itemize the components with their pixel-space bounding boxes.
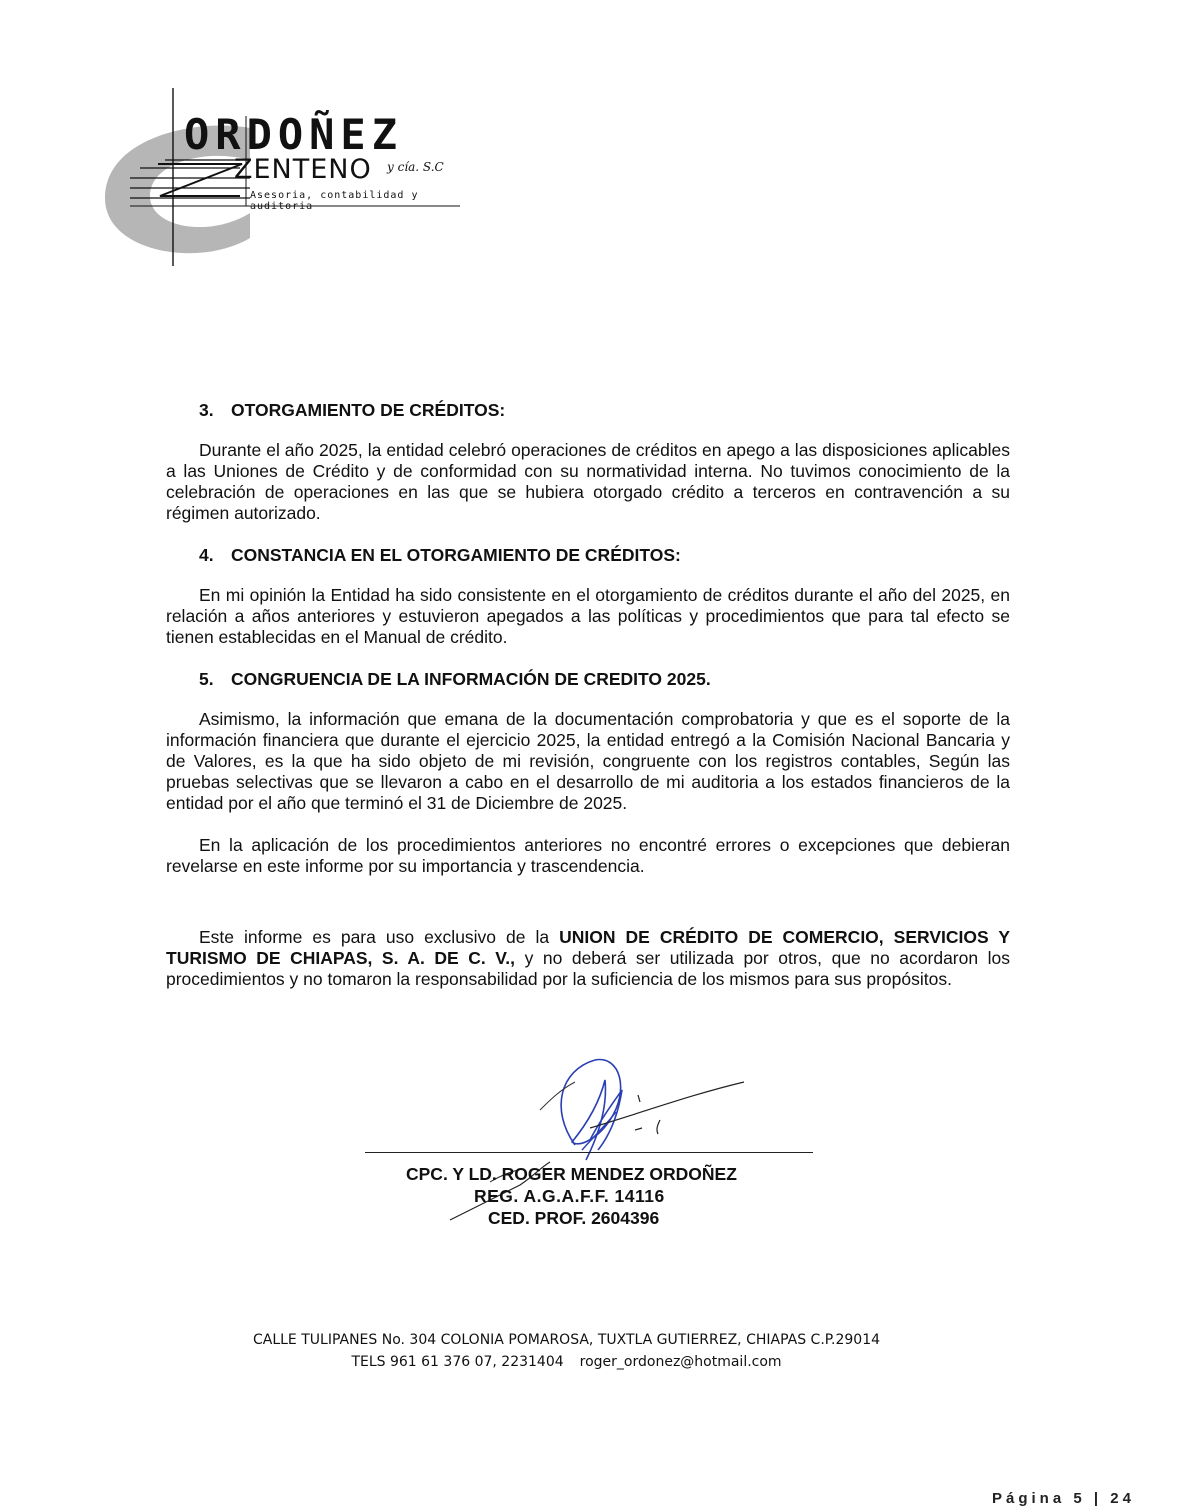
signature-block xyxy=(360,1050,820,1230)
footer-phones: TELS 961 61 376 07, 2231404 xyxy=(351,1354,564,1370)
usage-note-prefix: Este informe es para uso exclusivo de la xyxy=(199,927,560,947)
section-number: 4. xyxy=(199,545,214,565)
section-heading xyxy=(199,400,1010,421)
usage-note-suffix: y no deberá ser utilizada por otros, que no acordaron los procedimientos y no tomaron la responsabilidad por la suficiencia de los mismos para sus propósitos. xyxy=(166,948,1010,989)
firm-suffix: y cía. S.C xyxy=(387,160,444,174)
footer-contact xyxy=(0,1354,1155,1370)
company-logo xyxy=(100,88,470,268)
firm-name: ORDOÑEZ xyxy=(184,110,404,159)
section-paragraph: En mi opinión la Entidad ha sido consistente en el otorgamiento de créditos durante el año del 2025, en relación a años anteriores y estuvieron apegados a las políticas y procedimientos que para tal efecto se tienen establecidas en el Manual de crédito. xyxy=(166,585,1010,647)
entity-name: UNION DE CRÉDITO DE COMERCIO, SERVICIOS Y TURISMO DE CHIAPAS, S. A. DE C. V., xyxy=(166,927,1010,968)
closing-paragraph: En la aplicación de los procedimientos anteriores no encontré errores o excepciones que debieran revelarse en este informe por su importancia y trascendencia. xyxy=(166,835,1010,876)
section-number: 5. xyxy=(199,669,214,689)
page-number: Página 5 | 24 xyxy=(992,1490,1135,1507)
section-title: CONSTANCIA EN EL OTORGAMIENTO DE CRÉDITOS: xyxy=(231,545,681,565)
signatory-registration: REG. A.G.A.F.F. 14116 xyxy=(474,1186,665,1206)
section-paragraph: Durante el año 2025, la entidad celebró operaciones de créditos en apego a las disposiciones aplicables a las Uniones de Crédito y de conformidad con su normatividad interna. No tuvimos conocimiento de la celebración de operaciones en las que se hubiera otorgado crédito a terceros en contravención a su régimen autorizado. xyxy=(166,440,1010,523)
section-paragraph: Asimismo, la información que emana de la documentación comprobatoria y que es el soporte de la información financiera que durante el ejercicio 2025, la entidad entregó a la Comisión Nacional Bancaria y de Valores, es la que ha sido objeto de mi revisión, congruente con los registros contables, Según las pruebas selectivas que se llevaron a cabo en el desarrollo de mi auditoria a los estados financieros de la entidad por el año que terminó el 31 de Diciembre de 2025. xyxy=(166,709,1010,813)
footer-email: roger_ordonez@hotmail.com xyxy=(579,1354,782,1370)
section-title: CONGRUENCIA DE LA INFORMACIÓN DE CREDITO 2025. xyxy=(231,669,711,689)
signature-line xyxy=(365,1152,813,1153)
section-heading xyxy=(199,545,1010,566)
firm-tagline: Asesoria, contabilidad y auditoria xyxy=(250,190,419,212)
firm-subname: ZENTENO xyxy=(234,154,372,185)
section-heading xyxy=(199,669,1010,690)
signatory-name: CPC. Y LD. ROGER MENDEZ ORDOÑEZ xyxy=(406,1164,737,1184)
usage-note xyxy=(166,927,1010,990)
document-body xyxy=(166,400,1010,1011)
section-number: 3. xyxy=(199,400,214,420)
footer-address: CALLE TULIPANES No. 304 COLONIA POMAROSA, TUXTLA GUTIERREZ, CHIAPAS C.P.29014 xyxy=(252,1332,881,1348)
signatory-license: CED. PROF. 2604396 xyxy=(488,1208,660,1228)
section-title: OTORGAMIENTO DE CRÉDITOS: xyxy=(231,400,506,420)
